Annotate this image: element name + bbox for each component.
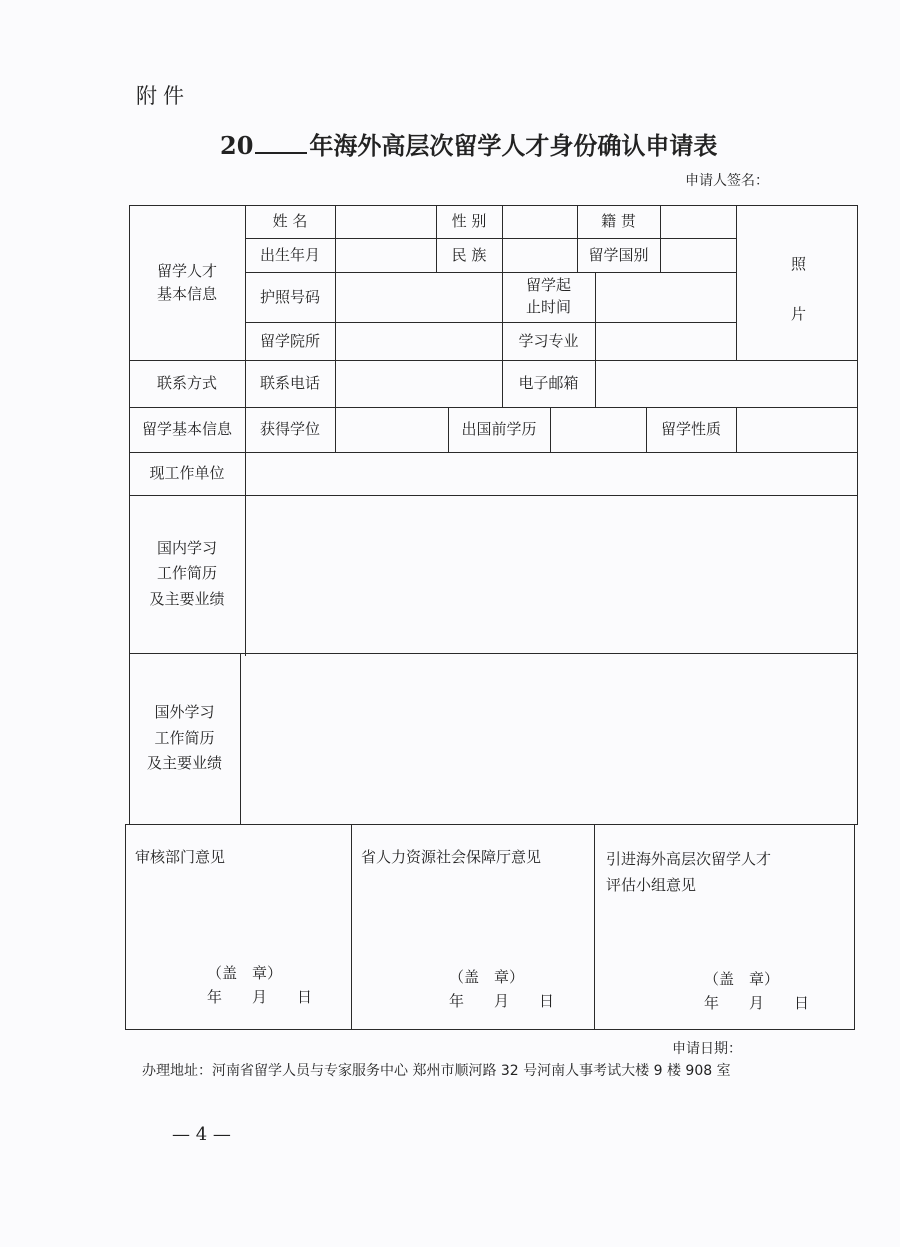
field-email[interactable]: [595, 360, 857, 407]
applicant-signature-label: 申请人签名：: [685, 173, 769, 189]
title-text: 年海外高层次留学人才身份确认申请表: [309, 131, 718, 160]
field-phone[interactable]: [335, 360, 502, 407]
field-degree[interactable]: [335, 407, 448, 452]
field-major[interactable]: [595, 322, 736, 360]
field-institution[interactable]: [335, 322, 502, 360]
attachment-label: 附件: [136, 84, 190, 108]
office-address: 办理地址：河南省留学人员与专家服务中心 郑州市顺河路 32 号河南人事考试大楼 9 楼 908 室: [142, 1063, 731, 1079]
field-ethnicity[interactable]: [502, 238, 577, 272]
provincial-hr-opinion-label: 省人力资源社会保障厅意见: [361, 848, 542, 866]
photo-label-2: 片: [791, 305, 807, 323]
page-number: — 4 —: [172, 1124, 231, 1145]
review-dept-seal: （盖 章）: [207, 964, 283, 982]
field-origin[interactable]: [660, 205, 736, 238]
label-foreign-history: 国外学习 工作简历 及主要业绩: [146, 703, 222, 773]
label-passport-number: 护照号码: [259, 287, 320, 306]
section-label-basic-info: 留学人才 基本信息: [156, 262, 217, 303]
label-degree: 获得学位: [259, 420, 320, 439]
review-dept-opinion-label: 审核部门意见: [135, 848, 226, 866]
apply-date-label: 申请日期：: [672, 1041, 742, 1057]
section-label-contact: 联系方式: [156, 374, 217, 393]
review-dept-opinion-box[interactable]: [125, 824, 351, 1029]
field-study-nature[interactable]: [736, 407, 857, 452]
label-phone: 联系电话: [259, 374, 320, 393]
label-study-period: 留学起 止时间: [525, 276, 571, 316]
field-current-employer[interactable]: [245, 452, 857, 495]
label-gender: 性 别: [451, 212, 487, 231]
label-major: 学习专业: [518, 331, 579, 350]
eval-group-opinion-box[interactable]: [594, 824, 854, 1029]
field-passport-number[interactable]: [335, 272, 502, 322]
label-study-country: 留学国别: [588, 245, 649, 264]
label-name: 姓 名: [272, 212, 308, 231]
field-study-country[interactable]: [660, 238, 736, 272]
field-name[interactable]: [335, 205, 436, 238]
section-label-study-basic: 留学基本信息: [141, 420, 232, 439]
provincial-hr-date: 年 月 日: [449, 992, 555, 1010]
review-dept-date: 年 月 日: [207, 988, 313, 1006]
title-year-prefix: 20: [220, 131, 254, 160]
provincial-hr-seal: （盖 章）: [449, 968, 525, 986]
field-study-period[interactable]: [595, 272, 736, 322]
field-domestic-history[interactable]: [245, 495, 857, 653]
label-domestic-history: 国内学习 工作简历 及主要业绩: [149, 538, 225, 608]
label-current-employer: 现工作单位: [149, 464, 225, 483]
field-pre-abroad-education[interactable]: [550, 407, 646, 452]
field-birth-date[interactable]: [335, 238, 436, 272]
title-year-blank: [255, 132, 307, 154]
form-title: [220, 126, 717, 161]
field-gender[interactable]: [502, 205, 577, 238]
label-origin: 籍 贯: [601, 212, 636, 231]
photo-label-1: 照: [791, 255, 807, 273]
label-institution: 留学院所: [259, 331, 320, 350]
field-foreign-history[interactable]: [240, 653, 857, 824]
eval-group-seal: （盖 章）: [704, 970, 780, 988]
label-ethnicity: 民 族: [451, 245, 487, 264]
provincial-hr-opinion-box[interactable]: [351, 824, 594, 1029]
label-email: 电子邮箱: [518, 374, 579, 393]
photo-box[interactable]: [736, 205, 857, 360]
label-study-nature: 留学性质: [660, 420, 721, 439]
eval-group-date: 年 月 日: [704, 994, 810, 1012]
label-pre-abroad-education: 出国前学历: [461, 420, 537, 439]
eval-group-opinion-label: 引进海外高层次留学人才 评估小组意见: [606, 850, 772, 895]
label-birth-date: 出生年月: [259, 245, 320, 264]
